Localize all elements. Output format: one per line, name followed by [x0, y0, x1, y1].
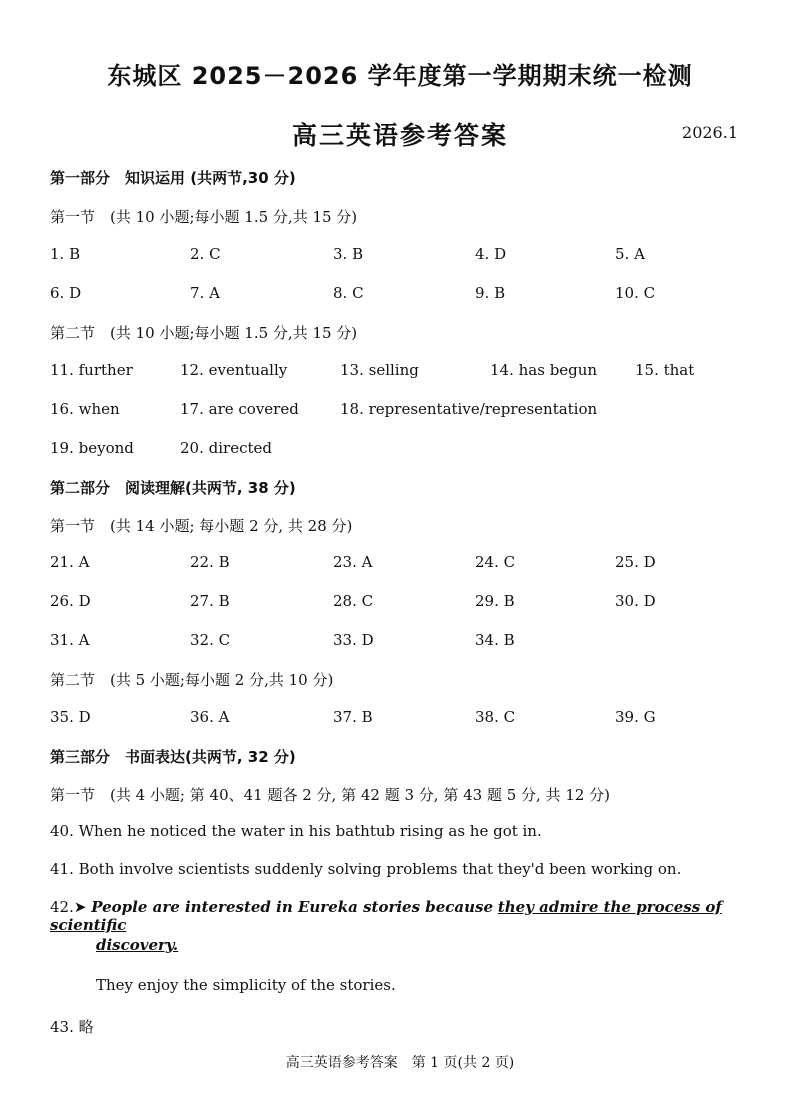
answer: 4. D [475, 245, 507, 263]
part3-sec1-heading: 第一节 (共 4 小题; 第 40、41 题各 2 分, 第 42 题 3 分, 第 43 题 5 分, 共 12 分) [50, 786, 611, 804]
answer: 29. B [475, 592, 515, 610]
answer: 25. D [615, 553, 656, 571]
answer: 13. selling [340, 361, 419, 379]
part2-heading: 第二部分 阅读理解(共两节, 38 分) [50, 479, 296, 497]
answer: 33. D [333, 631, 374, 649]
answer: 26. D [50, 592, 91, 610]
answer: 38. C [475, 708, 516, 726]
answer: 35. D [50, 708, 91, 726]
answer: 18. representative/representation [340, 400, 598, 418]
answer: 27. B [190, 592, 230, 610]
answer: 7. A [190, 284, 220, 302]
answer: 19. beyond [50, 439, 134, 457]
answer-row [50, 284, 760, 306]
answer-42-key-cont: discovery. [96, 936, 179, 954]
answer: 24. C [475, 553, 516, 571]
answer-row [50, 592, 760, 614]
answer: 8. C [333, 284, 364, 302]
answer: 16. when [50, 400, 120, 418]
answer-row [50, 400, 760, 422]
answer-row [50, 708, 760, 730]
answer: 37. B [333, 708, 373, 726]
answer: 14. has begun [490, 361, 598, 379]
answer-42-stem: People are interested in Eureka stories because [91, 898, 494, 916]
answer: 2. C [190, 245, 221, 263]
answer: 36. A [190, 708, 230, 726]
answer-43: 43. 略 [50, 1018, 94, 1036]
answer-row [50, 439, 760, 461]
answer: 5. A [615, 245, 645, 263]
arrow-icon: ➤ [73, 898, 87, 916]
answer: 1. B [50, 245, 81, 263]
answer-42 [50, 898, 800, 934]
answer: 22. B [190, 553, 230, 571]
part2-sec1-heading: 第一节 (共 14 小题; 每小题 2 分, 共 28 分) [50, 517, 353, 535]
answer-row [50, 245, 760, 267]
answer: 39. G [615, 708, 656, 726]
answer: 10. C [615, 284, 656, 302]
answer: 30. D [615, 592, 656, 610]
answer-41: 41. Both involve scientists suddenly solving problems that they'd been working on. [50, 860, 682, 878]
answer: 32. C [190, 631, 231, 649]
answer: 31. A [50, 631, 90, 649]
answer: 20. directed [180, 439, 272, 457]
answer: 12. eventually [180, 361, 288, 379]
answer: 34. B [475, 631, 515, 649]
answer-row [50, 553, 760, 575]
answer: 15. that [635, 361, 695, 379]
answer: 11. further [50, 361, 133, 379]
answer-row [50, 361, 760, 383]
part2-sec2-heading: 第二节 (共 5 小题;每小题 2 分,共 10 分) [50, 671, 334, 689]
page-subtitle: 高三英语参考答案 [291, 121, 508, 150]
answer: 23. A [333, 553, 373, 571]
page-title: 东城区 2025－2026 学年度第一学期期末统一检测 [107, 62, 693, 90]
page-footer: 高三英语参考答案 第 1 页(共 2 页) [285, 1055, 515, 1071]
answer: 21. A [50, 553, 90, 571]
answer: 3. B [333, 245, 364, 263]
answer-40: 40. When he noticed the water in his bathtub rising as he got in. [50, 822, 542, 840]
answer-42-alt: They enjoy the simplicity of the stories. [96, 976, 396, 994]
answer: 6. D [50, 284, 82, 302]
answer-42-number: 42. [50, 898, 74, 916]
answer-42-key: they admire the process of scientific [50, 898, 722, 934]
exam-date: 2026.1 [682, 123, 738, 142]
answer: 9. B [475, 284, 506, 302]
answer: 17. are covered [180, 400, 299, 418]
part1-sec1-heading: 第一节 (共 10 小题;每小题 1.5 分,共 15 分) [50, 208, 358, 226]
part1-sec2-heading: 第二节 (共 10 小题;每小题 1.5 分,共 15 分) [50, 324, 358, 342]
answer: 28. C [333, 592, 374, 610]
part3-heading: 第三部分 书面表达(共两节, 32 分) [50, 748, 296, 766]
answer-row [50, 631, 760, 653]
part1-heading: 第一部分 知识运用 (共两节,30 分) [50, 169, 296, 187]
